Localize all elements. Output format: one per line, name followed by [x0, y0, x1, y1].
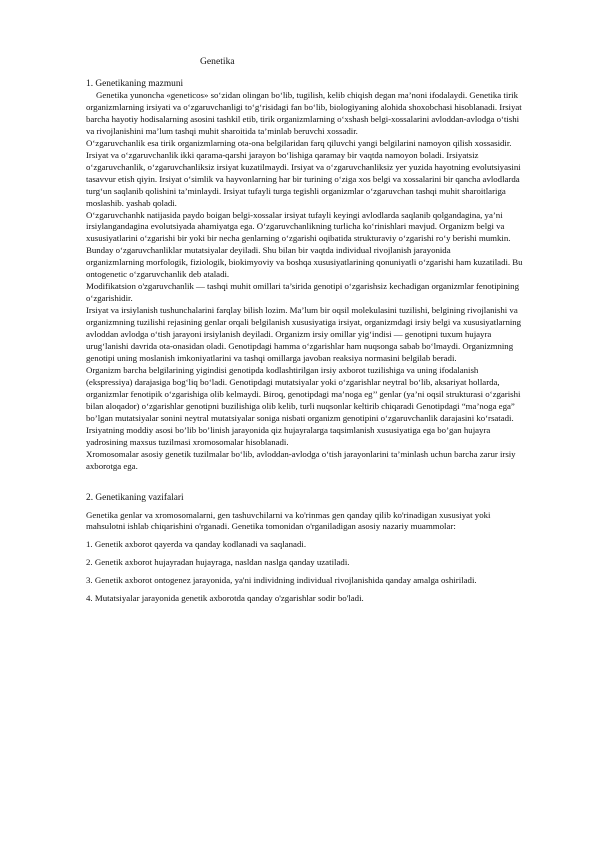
section-1-paragraph: Modifikatsion o'zgaruvchanlik — tashqi muhit omillari ta’sirida genotipi o‘zgarishsiz kechadigan organizmlar fenotipining o‘zgarishidir.: [86, 281, 519, 304]
list-item: 2. Genetik axborot hujayradan hujayraga, nasldan naslga qanday uzatiladi.: [86, 557, 350, 568]
section-spacer: [86, 473, 526, 492]
document-page: [86, 56, 526, 605]
list-item: 1. Genetik axborot qayerda va qanday kodlanadi va saqlanadi.: [86, 539, 307, 550]
section-1-paragraph: Irsiyat va irsiylanish tushunchalarini farqlay bilish lozim. Ma’lum bir oqsil molekulasini tuzilishi, belgining rivojlanishi va organizmning tuzilishi rejasining genlar orqali belgilanish xususiyatiga irsiyat, organizmdagi irsiy belgi va xususiyatlarning avloddan avlodga o‘tish jarayoni irsiylanish deyiladi. Organizm irsiy omillar yig‘indisi — genotipni tuxum hujayra urug‘lanishi davrida ota-onasidan oladi. Genotipdagi hamma o‘zgarishlar ham nuqsonga sabab bo‘lmaydi. Organizmning genotipi uning moslanish imkoniyatlarini va tashqi omillarga javoban reaksiya normasini belgilab beradi.: [86, 305, 522, 363]
section-1-paragraph: O‘zgaruvchanhk natijasida paydo boigan belgi-xossalar irsiyat tufayli keyingi avlodlarda saqlanib qolgandagina, ya’ni irsiylangandagina evolutsiyada ahamiyatga ega. O‘zgaruvchanlikning turlicha ko‘rinishlari mavjud. Organizm belgi va xususiyatlarini o‘zgarishi bir yoki bir necha genlarning o‘zgarishi oqibatida strukturaviy o‘zgarishi ro‘y berishi mumkin. Bunday o‘zgaruvchanliklar mutatsiyalar deyiladi. Shu bilan bir vaqtda individual rivojlanish jarayonida: [86, 209, 511, 256]
section-1-paragraph: Organizm barcha belgilarining yigindisi genotipda kodlashtirilgan irsiy axborot tuzilishiga va uning ifodalanish (ekspressiya) darajasiga bog‘liq bo‘ladi. Genotipdagi mutatsiyalar yoki o‘zgarishlar neytral bo‘lib, aksariyat hollarda, organizmlar fenotipik o‘zgarishiga olib kelmaydi. Biroq, genotipdagi ma’noga eg’’ genlar (ya’ni oqsil strukturasi o‘zgarishi bilan aloqador) o‘zgarishlar genotipni buzilishiga olib kelib, turli nuqsonlar keltirib chiqaradi Genotipdagi “ma’noga ega” bo’lgan mutatsiyalar sonini neytral mutatsiyalar soniga nisbati organizm genotipini o‘zgaruvchanlik darajasini ko‘rsatadi. Irsiyatning moddiy asosi bo’lib bo’linish jarayonida qiz hujayralarga taqsimlanish xususiyatiga ega bo’gan hujayra yadrosining maxsus tuzilmasi xromosomalar hisoblanadi.: [86, 364, 521, 447]
section-1-heading: 1. Genetikaning mazmuni: [86, 79, 184, 89]
list-item: 3. Genetik axborot ontogenez jarayonida, ya'ni individning individual rivojlanishida qanday amalga oshiriladi.: [86, 575, 477, 586]
section-2-intro: Genetika genlar va xromosomalarni, gen tashuvchilarni va ko'rinmas gen qanday qilib ko'rinadigan xususiyat yoki mahsulotni ishlab chiqarishini o'rganadi. Genetika tomonidan o'rganiladigan asosiy nazariy muammolar:: [86, 509, 491, 532]
section-1-paragraph: Genetika yunoncha «geneticos» so‘zidan olingan bo‘lib, tugilish, kelib chiqish degan ma’noni ifodalaydi. Genetika tirik organizmlarning irsiyati va o‘zgaruvchanligi to‘g‘risidagi fan bo‘lib, biologiyaning alohida shoxobchasi hisoblanadi. Irsiyat barcha hayotiy hodisalarning asosini tashkil etib, tirik organizmlarning o‘xshash belgi-xossalarini avloddan-avlodga o‘tishi va rivojlanishini ma’lum tashqi muhit sharoitida ta’minlab beruvchi xossadir.: [86, 90, 522, 136]
section-2-heading: 2. Genetikaning vazifalari: [86, 492, 184, 503]
section-1-paragraph: Xromosomalar asosiy genetik tuzilmalar bo‘lib, avloddan-avlodga o‘tish jarayonlarini ta’minlash uchun barcha zarur irsiy axborotga ega.: [86, 448, 516, 471]
document-title: Genetika: [200, 56, 235, 67]
list-item: 4. Mutatsiyalar jarayonida genetik axborotda qanday o'zgarishlar sodir bo'ladi.: [86, 593, 364, 604]
section-1-paragraph: Irsiyat va o‘zgaruvchanlik ikki qarama-qarshi jarayon bo‘lishiga qaramay bir vaqtda namoyon boladi. Irsiyatsiz o‘zgaruvchanlik, o‘zgaruvchanliksiz irsiyat kuzatilmaydi. Irsiyat va o‘zgaruvchanliksiz yer yuzida hayotning evolutsiyasini tasavvur etish qiyin. Irsiyat o‘simlik va hayvonlarning har bir turining o‘ziga xos belgi va xossalarini bir qancha avlodlarda turg‘un saqlanib qolishini ta’minlaydi. Irsiyat tufayli turga tegishli organizmlar o‘zgaruvchan tashqi muhit sharoitlariga moslashib. yashab qoladi.: [86, 149, 521, 208]
section-1-paragraph: O‘zgaruvchanlik esa tirik organizmlarning ota-ona belgilaridan farq qiluvchi yangi belgilarini namoyon qilish xossasidir.: [86, 137, 512, 148]
section-1-paragraph: organizmlarning morfologik, fiziologik, biokimyoviy va boshqa xususiyatlarining qonuniyatli o‘zgarishi ham kuzatiladi. Bu ontogenetic o‘zgaruvchanlik deb ataladi.: [86, 257, 523, 280]
